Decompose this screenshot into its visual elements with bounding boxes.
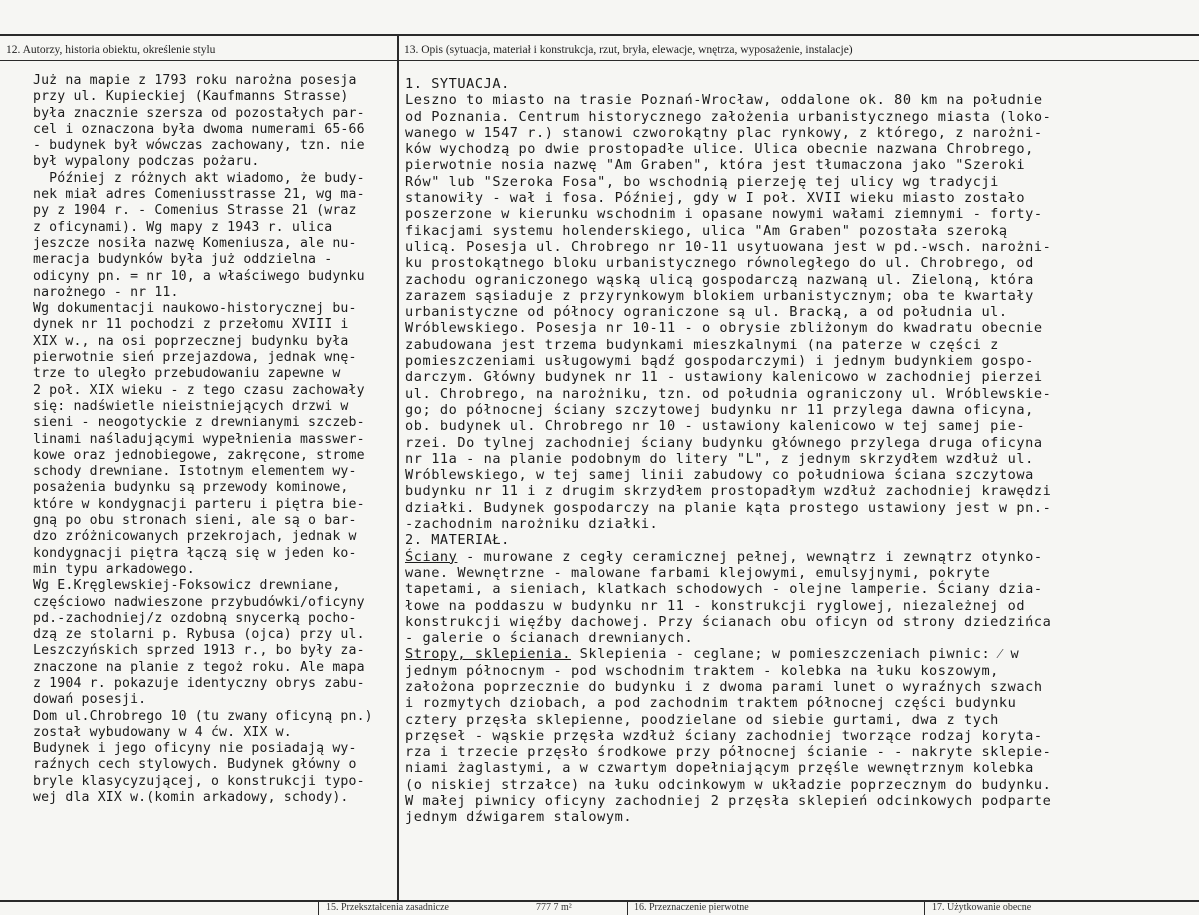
footer-divider-1 <box>318 900 319 915</box>
text-line: cztery przęsła sklepienne, poodzielane od siebie gurtami, dwa z tych <box>405 711 999 728</box>
text-line: Rów" lub "Szeroka Fosa", bo wschodnią pierzeję tej ulicy wg tradycji <box>405 173 999 190</box>
text-line: urbanistyczne od północy ograniczone są ul. Bracką, a od południa ul. <box>405 304 1008 321</box>
top-border <box>0 34 1199 36</box>
text-line: zabudowana jest trzema budynkami mieszkalnymi (na paterze w części z <box>405 336 999 353</box>
description-column <box>405 76 1195 826</box>
text-line: Budynek i jego oficyny nie posiadają wy- <box>33 741 357 757</box>
text-line: budynku nr 11 i z drugim skrzydłem prostopadłym wzdłuż zachodniej krawędzi <box>405 483 1052 500</box>
text-line: pierwotnie sień przejazdowa, jednak wnę- <box>33 350 357 366</box>
text-line: niami żaglastymi, a w czwartym dopełniającym przęśle wewnętrznym kolebka <box>405 760 1034 777</box>
text-line: 2 poł. XIX wieku - z tego czasu zachowały <box>33 382 365 398</box>
text-line: 1. SYTUACJA. <box>405 76 510 92</box>
text-line: min typu arkadowego. <box>33 561 195 577</box>
text-line: (o niskiej strzałce) na łuku odcinkowym w układzie poprzecznym do budynku. <box>405 776 1052 793</box>
text-line: Już na mapie z 1793 roku narożna posesja <box>33 73 357 88</box>
text-line: - budynek był wówczas zachowany, tzn. nie <box>33 138 365 154</box>
text-line: Dom ul.Chrobrego 10 (tu zwany oficyną pn.) <box>33 708 373 724</box>
text-line: rzei. Do tylnej zachodniej ściany budynku głównego przylega druga oficyna <box>405 434 1043 451</box>
text-line: linami naśladującymi wypełnienia masswer- <box>33 431 365 447</box>
text-line: trze to uległo przebudowaniu zapewne w <box>33 366 341 382</box>
text-line: dzą ze stolarni p. Rybusa (ojca) przy ul. <box>33 627 365 643</box>
text-line: py z 1904 r. - Comenius Strasse 21 (wraz <box>33 203 357 219</box>
text-line: kondygnacji piętra łączą się w jeden ko- <box>33 545 357 561</box>
text-line: nek miał adres Comeniusstrasse 21, wg ma- <box>33 187 365 203</box>
text-line: ku prostokątnego bloku urbanistycznego równoległego do ul. Chrobrego, od <box>405 255 1034 272</box>
text-line: rza i trzecie przęsło środkowe przy północnej ścianie - - nakryte sklepie- <box>405 744 1052 761</box>
text-line: nr 11a - na planie podobnym do litery "L", z jednym skrzydłem wzdłuż ul. <box>405 450 1034 467</box>
text-line: znaczone na planie z tegoż roku. Ale mapa <box>33 659 365 675</box>
footer-section-15: 15. Przekształcenia zasadnicze <box>326 902 449 913</box>
text-line: dynek nr 11 pochodzi z przełomu XVIII i <box>33 317 349 333</box>
history-column <box>33 73 395 806</box>
text-line: jednym dźwigarem stalowym. <box>405 809 633 826</box>
header-underline <box>0 60 1199 61</box>
text-line: raźnych cech stylowych. Budynek główny o <box>33 757 357 773</box>
text-line: Wg E.Kręglewskiej-Foksowicz drewniane, <box>33 578 341 594</box>
text-line: cel i oznaczona była dwoma numerami 65-66 <box>33 121 365 137</box>
text-line: przęseł - wąskie przęsła wzdłuż ściany zachodniej tworzące rodzaj koryta- <box>405 727 1043 744</box>
text-line: ul. Chrobrego, na narożniku, tzn. od południa ograniczony ul. Wróblewskie- <box>405 385 1052 402</box>
text-line: Stropy, sklepienia. Sklepienia - ceglane; w pomieszczeniach piwnic: ⁄ w <box>405 646 1020 663</box>
text-line: Leszno to miasto na trasie Poznań-Wrocław, oddalone ok. 80 km na południe <box>405 92 1043 109</box>
text-line: dowań posesji. <box>33 692 147 708</box>
footer-divider-3 <box>924 900 925 915</box>
footer-divider-2 <box>627 900 628 915</box>
text-line: 2. MATERIAŁ. <box>405 532 510 549</box>
text-line: pd.-zachodniej/z ozdobną snycerką pocho- <box>33 610 357 626</box>
text-line: pierwotnie nosia nazwę "Am Graben", która jest tłumaczona jako "Szeroki <box>405 157 1026 174</box>
text-line: się: nadświetle nieistniejących drzwi w <box>33 398 349 414</box>
text-line: konstrukcji więźby dachowej. Przy ścianach obu oficyn od strony dziedzińca <box>405 613 1052 630</box>
text-line: Wróblewskiego. Posesja nr 10-11 - o obrysie zbliżonym do kwadratu obecnie <box>405 320 1043 337</box>
footer-section-16: 16. Przeznaczenie pierwotne <box>634 902 749 913</box>
text-line: został wybudowany w 4 ćw. XIX w. <box>33 724 292 740</box>
text-line: wane. Wewnętrzne - malowane farbami klejowymi, emulsyjnymi, pokryte <box>405 564 991 581</box>
text-line: schody drewniane. Istotnym elementem wy- <box>33 464 357 480</box>
text-line: był wypalony podczas pożaru. <box>33 154 260 170</box>
text-line: od Poznania. Centrum historycznego założenia urbanistycznego miasta (loko- <box>405 108 1052 125</box>
text-line: poszerzone w kierunku wschodnim i opasane nowymi wałami ziemnymi - forty- <box>405 206 1043 223</box>
text-line: założona poprzecznie do budynku i z dwoma parami lunet o wyraźnych szwach <box>405 678 1043 695</box>
text-line: Później z różnych akt wiadomo, że budy- <box>33 170 365 186</box>
text-line: Leszczyńskich sprzed 1913 r., bo były za- <box>33 643 365 659</box>
text-line: była znacznie szersza od pozostałych par- <box>33 105 365 121</box>
text-line: odicyny pn. = nr 10, a właściwego budynku <box>33 268 365 284</box>
text-line: Wg dokumentacji naukowo-historycznej bu- <box>33 301 357 317</box>
text-line: -zachodnim narożniku działki. <box>405 516 659 533</box>
text-line: - galerie o ścianach drewnianych. <box>405 630 694 647</box>
column-divider <box>397 34 399 902</box>
text-line: posażenia budynku są przewody kominowe, <box>33 480 349 496</box>
text-line: darczym. Główny budynek nr 11 - ustawiony kalenicowo w zachodniej pierzei <box>405 369 1043 386</box>
text-line: dzo zróżnicowanych przekrojach, jednak w <box>33 529 357 545</box>
text-line: jeszcze nosiła nazwę Komeniusza, ale nu- <box>33 235 357 251</box>
text-line: jednym północnym - pod wschodnim traktem - kolebka na łuku koszowym, <box>405 662 999 679</box>
text-line: bryle klasycyzującej, o konstrukcji typo- <box>33 773 365 789</box>
text-line: z oficynami). Wg mapy z 1943 r. ulica <box>33 219 333 235</box>
text-line: ob. budynek ul. Chrobrego nr 10 - ustawiony kalenicowo w tej samej pie- <box>405 418 1026 435</box>
section-12-header: 12. Autorzy, historia obiektu, określenie stylu <box>6 44 216 56</box>
text-line: z 1904 r. pokazuje identyczny obrys zabu- <box>33 675 365 691</box>
text-line: narożnego - nr 11. <box>33 284 179 300</box>
text-line: zarazem sąsiaduje z przyrynkowym blokiem urbanistycznym; oba te kwartały <box>405 287 1034 304</box>
text-line: które w kondygnacji parteru i piętra bie- <box>33 496 365 512</box>
text-line: ulicą. Posesja ul. Chrobrego nr 10-11 usytuowana jest w pd.-wsch. narożni- <box>405 238 1052 255</box>
text-line: XIX w., na osi poprzecznej budynku była <box>33 333 349 349</box>
text-line: Ściany - murowane z cegły ceramicznej pełnej, wewnątrz i zewnątrz otynko- <box>405 548 1043 565</box>
text-line: tapetami, a sieniach, klatkach schodowych - olejne lamperie. Ściany dzia- <box>405 581 1043 598</box>
text-line: meracja budynków była już oddzielna - <box>33 252 333 268</box>
text-line: fikacjami systemu holenderskiego, ulica "Am Graben" pozostała szeroką <box>405 222 1008 239</box>
text-line: W małej piwnicy oficyny zachodniej 2 przęsła sklepień odcinkowych podparte <box>405 793 1052 810</box>
text-line: sieni - neogotyckie z drewnianymi szczeb- <box>33 415 365 431</box>
text-line: wej dla XIX w.(komin arkadowy, schody). <box>33 790 349 806</box>
text-line: ków wychodzą po dwie prostopadłe ulice. Ulica obecnie nazwana Chrobrego, <box>405 141 1034 158</box>
text-line: Wróblewskiego, w tej samej linii zabudowy co południowa ściana szczytowa <box>405 467 1034 484</box>
text-line: go; do północnej ściany szczytowej budynku nr 11 przylega dawna oficyna, <box>405 401 1034 418</box>
text-line: i rozmytych dziobach, a pod zachodnim traktem północnej części budynku <box>405 695 1017 712</box>
text-line: wanego w 1547 r.) stanowi czworokątny plac rynkowy, z którego, z narożni- <box>405 124 1043 141</box>
text-line: kowe oraz jednobiegowe, zakręcone, strome <box>33 447 365 463</box>
text-line: stanowiły - wał i fosa. Później, gdy w I poł. XVII wieku miasto zostało <box>405 190 1026 207</box>
text-line: pomieszczeniami usługowymi bądź gospodarczymi) i jednym budynkiem gospo- <box>405 353 1034 370</box>
text-line: łowe na poddaszu w budynku nr 11 - konstrukcji ryglowej, niezależnej od <box>405 597 1026 614</box>
text-line: gną po obu stronach sieni, ale są o bar- <box>33 513 357 529</box>
text-line: przy ul. Kupieckiej (Kaufmanns Strasse) <box>33 89 349 105</box>
text-line: działki. Budynek gospodarczy na planie kąta prostego ustawiony jest w pn.- <box>405 499 1052 516</box>
text-line: częściowo nadwieszone przybudówki/oficyny <box>33 594 365 610</box>
section-13-header: 13. Opis (sytuacja, materiał i konstrukcja, rzut, bryła, elewacje, wnętrza, wyposażenie, instalacje) <box>404 44 853 56</box>
footer-section-17: 17. Użytkowanie obecne <box>932 902 1032 913</box>
text-line: zachodu ograniczonego wąską ulicą gospodarczą nazwaną ul. Zieloną, która <box>405 271 1034 288</box>
footer-section-15-number: 777 7 m² <box>536 902 572 913</box>
